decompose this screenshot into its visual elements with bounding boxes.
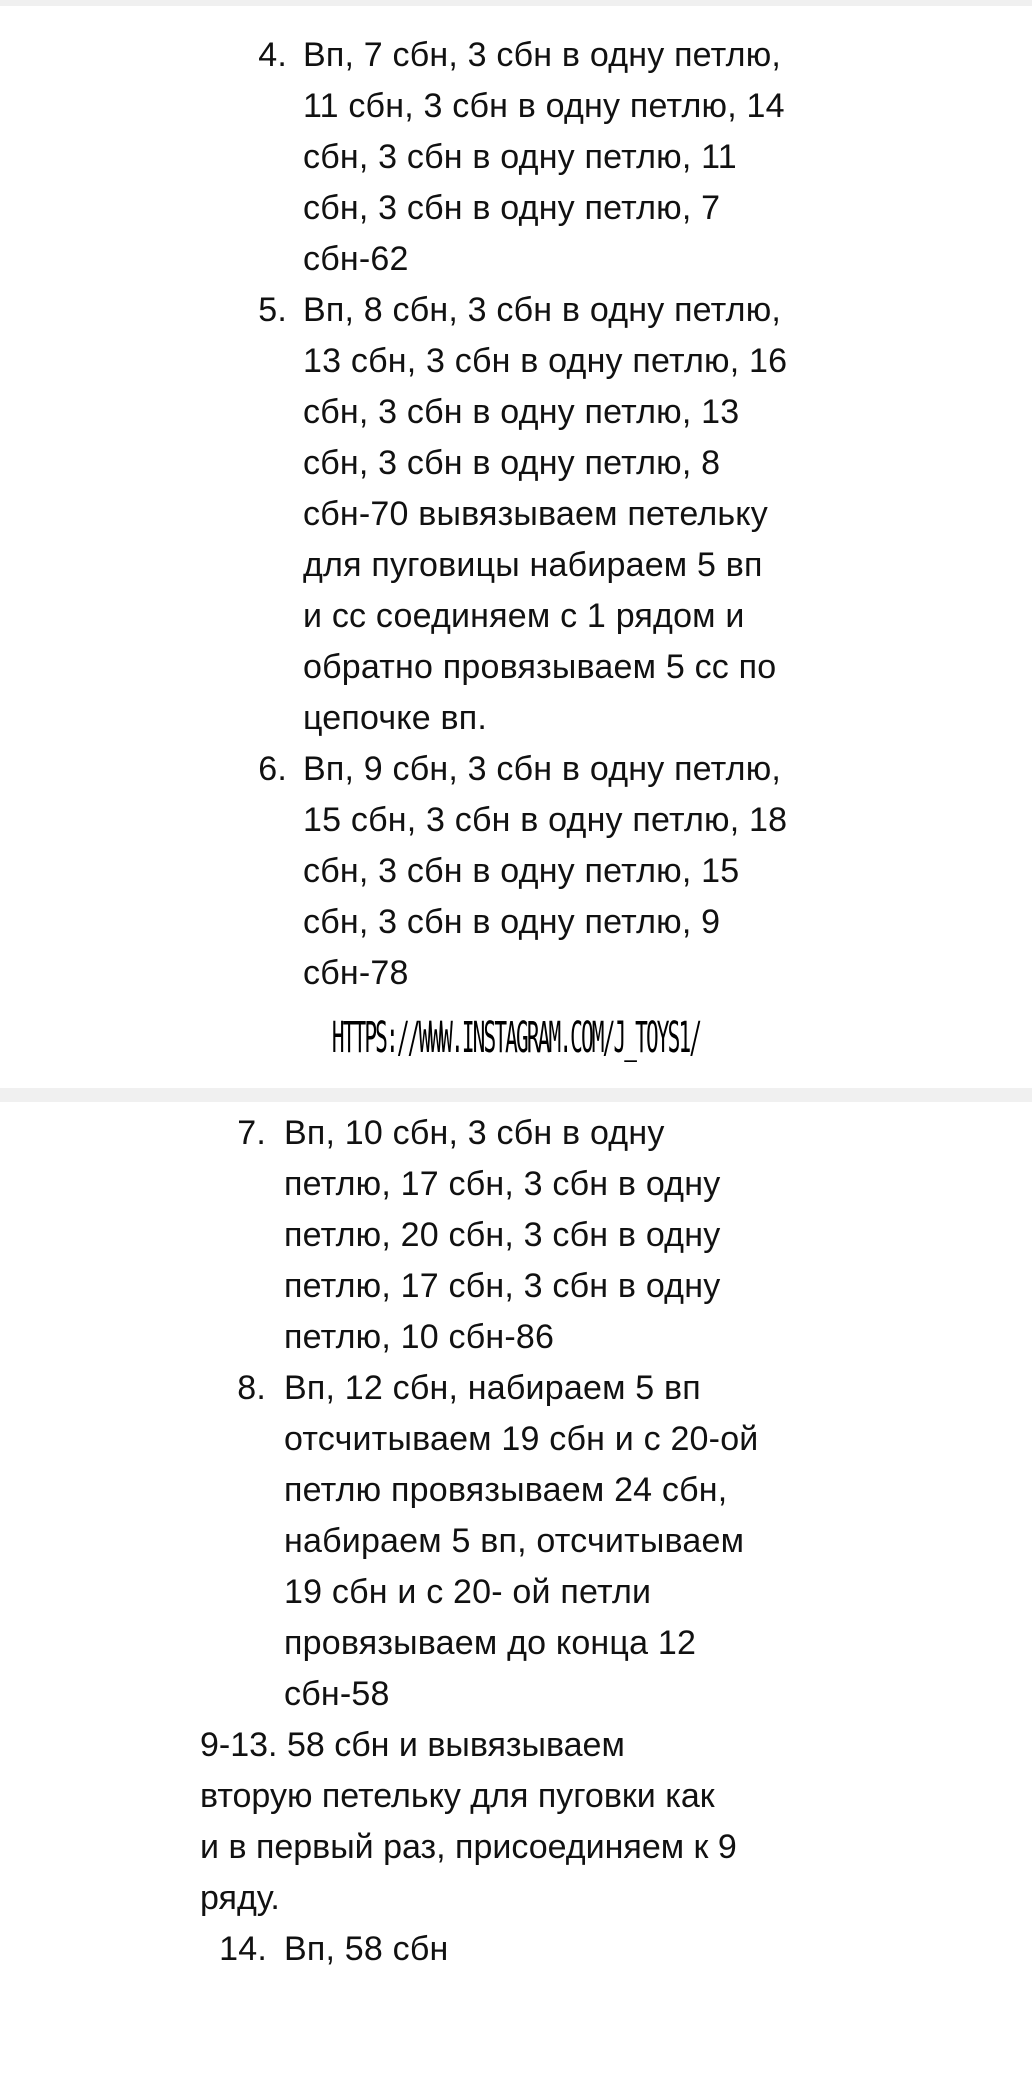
step-number: 14.	[219, 1930, 267, 1968]
step-number: 6.	[258, 750, 287, 788]
step-7	[0, 1108, 1032, 1363]
step-text: Вп, 12 сбн, набираем 5 вп отсчитываем 19 сбн и с 20-ой петлю провязываем 24 сбн, набираем 5 вп, отсчитываем 19 сбн и с 20- ой петли провязываем до конца 12 сбн-58	[284, 1369, 759, 1713]
step-9-13: 9-13. 58 сбн и вывязываем вторую петельку для пуговки как и в первый раз, присоединяем к 9 ряду.	[200, 1726, 737, 1917]
step-text: Вп, 10 сбн, 3 сбн в одну петлю, 17 сбн, 3 сбн в одну петлю, 20 сбн, 3 сбн в одну петлю, 17 сбн, 3 сбн в одну петлю, 10 сбн-86	[284, 1114, 721, 1356]
step-number: 5.	[258, 291, 287, 329]
instagram-watermark: HTTPS://WWW.INSTAGRAM.COM/J_TOYS1/	[331, 1013, 701, 1063]
step-5	[0, 285, 1032, 744]
section-divider	[0, 1088, 1032, 1102]
step-text: Вп, 9 сбн, 3 сбн в одну петлю, 15 сбн, 3 сбн в одну петлю, 18 сбн, 3 сбн в одну петлю, 15 сбн, 3 сбн в одну петлю, 9 сбн-78	[303, 750, 788, 992]
top-band	[0, 0, 1032, 6]
step-text: Вп, 7 сбн, 3 сбн в одну петлю, 11 сбн, 3 сбн в одну петлю, 14 сбн, 3 сбн в одну петлю, 11 сбн, 3 сбн в одну петлю, 7 сбн-62	[303, 36, 785, 278]
step-text: Вп, 58 сбн	[284, 1930, 449, 1968]
step-8	[0, 1363, 1032, 1720]
step-text: Вп, 8 сбн, 3 сбн в одну петлю, 13 сбн, 3 сбн в одну петлю, 16 сбн, 3 сбн в одну петлю, 13 сбн, 3 сбн в одну петлю, 8 сбн-70 вывязываем петельку для пуговицы набираем 5 вп и сс соединяем с 1 рядом и обратно провязываем 5 сс по цепочке вп.	[303, 291, 788, 737]
instructions-part-1	[0, 30, 1032, 999]
step-number: 4.	[258, 36, 287, 74]
step-4	[0, 30, 1032, 285]
instructions-part-2	[0, 1108, 1032, 1975]
step-6	[0, 744, 1032, 999]
step-14	[0, 1924, 1032, 1975]
step-number: 8.	[237, 1369, 266, 1407]
step-number: 7.	[237, 1114, 266, 1152]
